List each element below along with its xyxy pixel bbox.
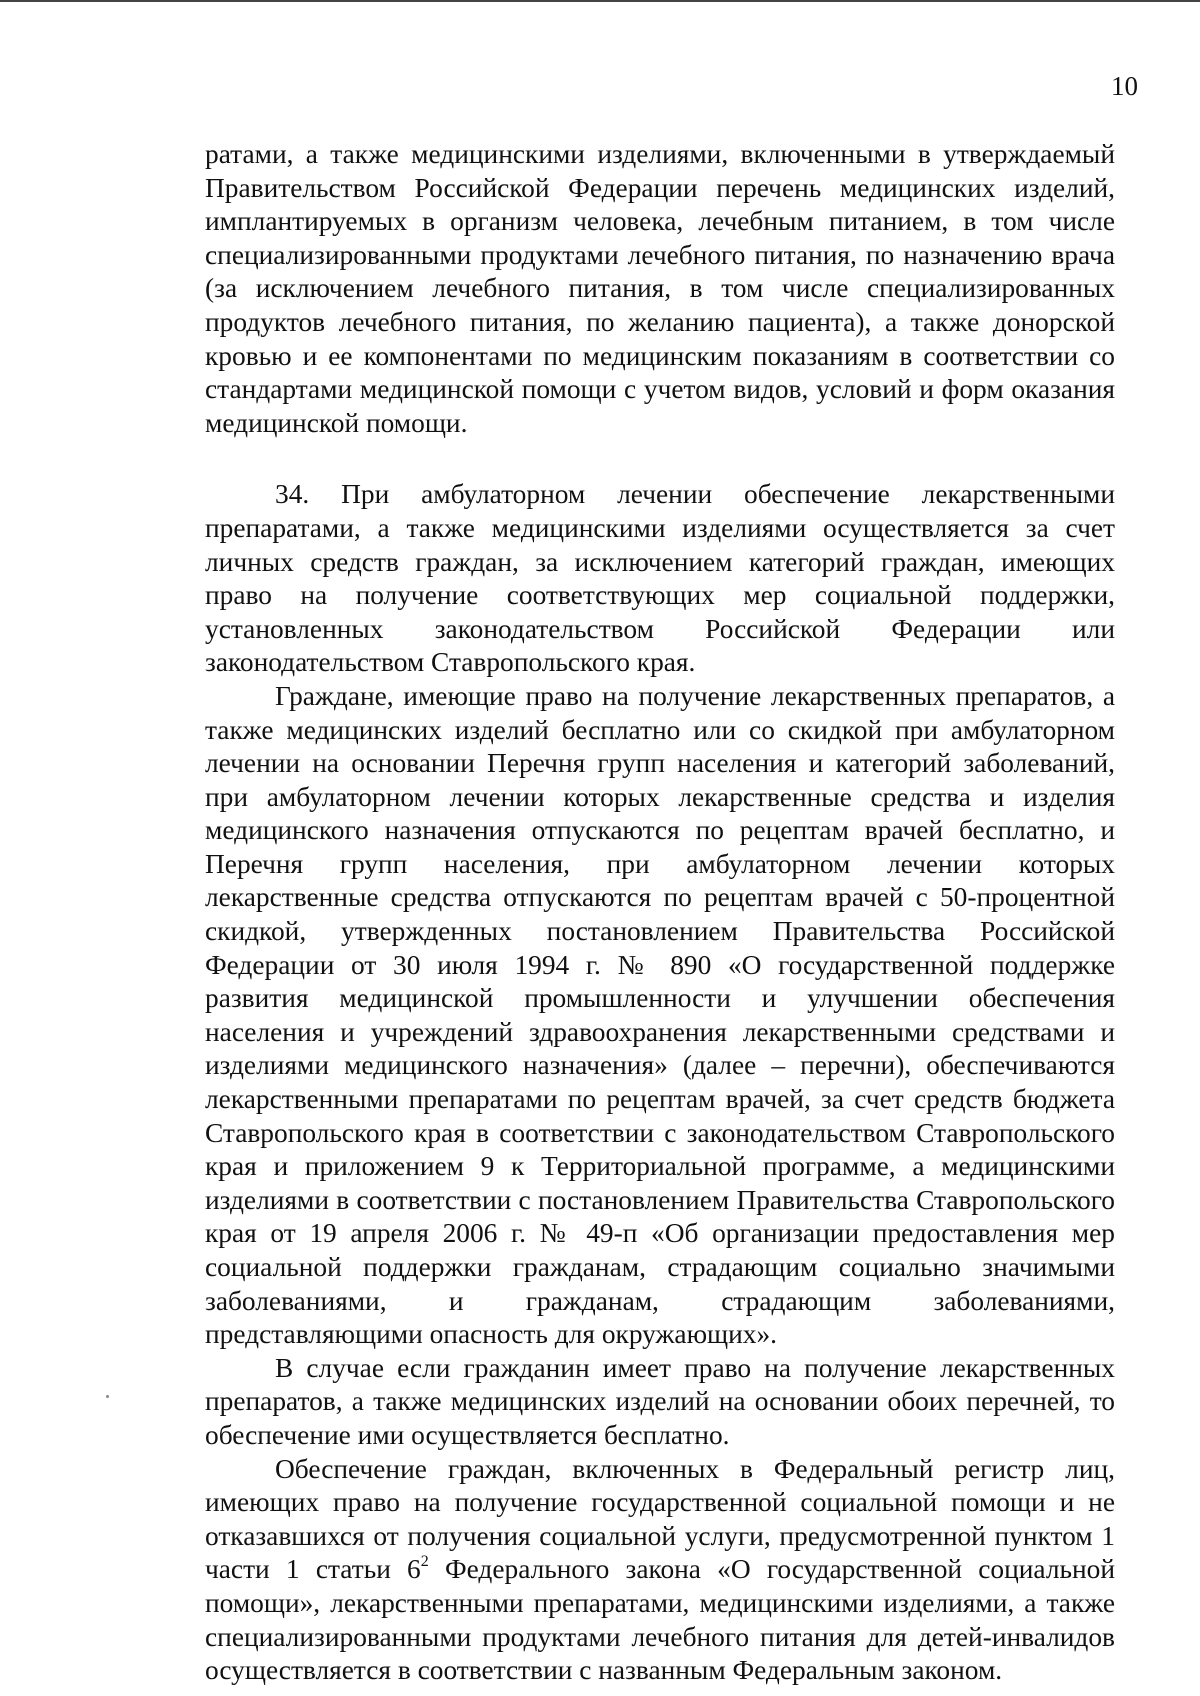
- page-top-edge: [0, 0, 1200, 2]
- paragraph-continuation: ратами, а также медицинскими изделиями, включенными в утверждаемый Правительством Российской Федерации перечень медицинских изделий, имплантируемых в организм человека, лечебным питанием, в том числе специализированными продуктами лечебного питания, по назначению врача (за исключением лечебного питания, в том числе специализированных продуктов лечебного питания, по желанию пациента), а также донорской кровью и ее компонентами по медицинским показаниям в соответствии со стандартами медицинской помощи с учетом видов, условий и форм оказания медицинской помощи.: [205, 139, 1115, 438]
- page-number: 10: [1111, 71, 1138, 101]
- paragraph-citizens-rights: Граждане, имеющие право на получение лекарственных препаратов, а также медицинских изделий бесплатно или со скидкой при амбулаторном лечении на основании Перечня групп населения и категорий заболеваний, при амбулаторном лечении которых лекарственные средства и изделия медицинского назначения отпускаются по рецептам врачей бесплатно, и Перечня групп населения, при амбулаторном лечении которых лекарственные средства отпускаются по рецептам врачей с 50-процентной скидкой, утвержденных постановлением Правительства Российской Федерации от 30 июля 1994 г. № 890 «О государственной поддержке развития медицинской промышленности и улучшении обеспечения населения и учреждений здравоохранения лекарственными средствами и изделиями медицинского назначения» (далее – перечни), обеспечиваются лекарственными препаратами по рецептам врачей, за счет средств бюджета Ставропольского края в соответствии с законодательством Ставропольского края и приложением 9 к Территориальной программе, а медицинскими изделиями в соответствии с постановлением Правительства Ставропольского края от 19 апреля 2006 г. № 49-п «Об организации предоставления мер социальной поддержки гражданам, страдающим социально значимыми заболеваниями, и гражданам, страдающим заболеваниями, представляющими опасность для окружающих».: [205, 680, 1115, 1350]
- scan-dot: [106, 1395, 109, 1398]
- document-body: [205, 138, 1115, 1688]
- article-superscript: 2: [420, 1553, 429, 1571]
- paragraph-item-34: 34. При амбулаторном лечении обеспечение лекарственными препаратами, а также медицинскими изделиями осуществляется за счет личных средств граждан, за исключением категорий граждан, имеющих право на получение соответствующих мер социальной поддержки, установленных законодательством Российской Федерации или законодательством Ставропольского края.: [205, 479, 1115, 678]
- paragraph-both-lists: В случае если гражданин имеет право на получение лекарственных препаратов, а также медицинских изделий на основании обоих перечней, то обеспечение ими осуществляется бесплатно.: [205, 1352, 1115, 1450]
- federal-register-text-after: Федерального закона «О государственной социальной помощи», лекарственными препаратами, медицинскими изделиями, а также специализированными продуктами лечебного питания для детей-инвалидов осуществляется в соответствии с названным Федеральным законом.: [205, 1554, 1116, 1686]
- paragraph-federal-register: [205, 1453, 1115, 1688]
- federal-register-text-before: Обеспечение граждан, включенных в Федеральный регистр лиц, имеющих право на получение государственной социальной помощи и не отказавшихся от получения социальной услуги, предусмотренной пунктом 1 части 1 статьи 6: [205, 1453, 1115, 1585]
